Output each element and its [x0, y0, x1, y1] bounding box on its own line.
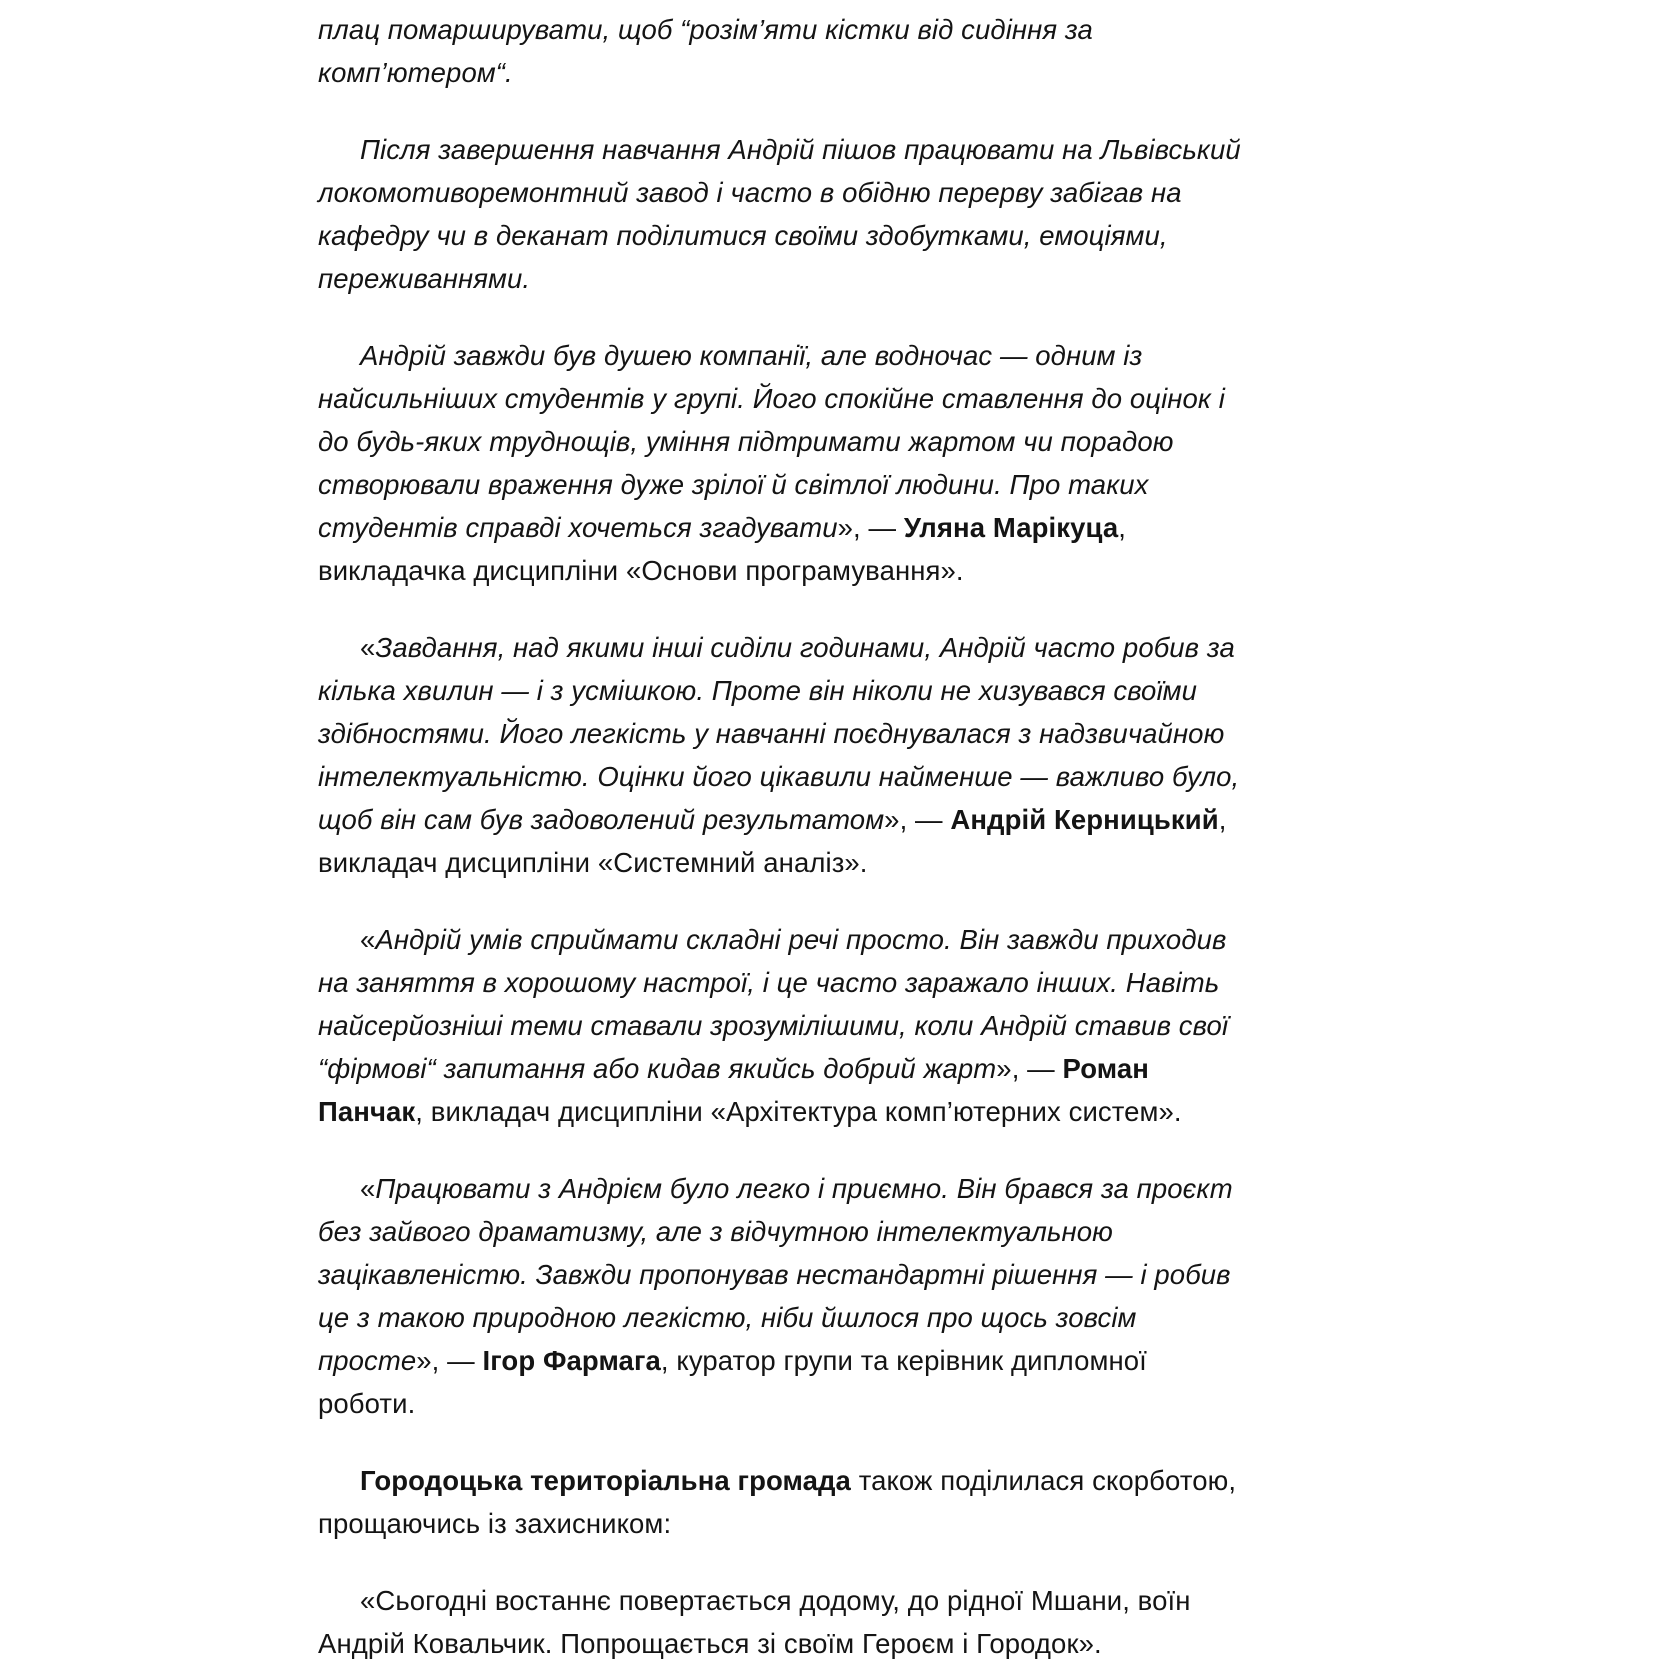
p-quote-kernytskyi — [318, 626, 1244, 884]
p-quote-panchak-run-3: Роман Панчак — [318, 1053, 1149, 1127]
p-quote-marikutsa-run-2: Уляна Марікуца — [903, 512, 1119, 543]
p-community-run-0: Городоцька територіальна громада — [360, 1465, 851, 1496]
p-quote-farmaha-run-2: », — — [416, 1345, 483, 1376]
p-quote-farmaha — [318, 1167, 1244, 1425]
p-quote-panchak-run-2: », — — [996, 1053, 1063, 1084]
p-quote-panchak-run-1: Андрій умів сприймати складні речі просто. Він завжди приходив на заняття в хорошому настрої, і це часто заражало інших. Навіть найсерйозніші теми ставали зрозумілішими, коли Андрій ставив свої “фірмові“ запитання або кидав якийсь добрий жарт — [318, 924, 1229, 1084]
p-quote-panchak-run-0: « — [360, 924, 376, 955]
p-quote-farmaha-run-1: Працювати з Андрієм було легко і приємно. Він брався за проєкт без зайвого драматизму, але з відчутною інтелектуальною зацікавленістю. Завжди пропонував нестандартні рішення — і робив це з такою природною легкістю, ніби йшлося про щось зовсім просте — [318, 1173, 1233, 1376]
p-final-quote — [318, 1579, 1244, 1665]
p-quote-panchak — [318, 918, 1244, 1133]
p-final-quote-run-0: «Сьогодні востаннє повертається додому, до рідної Мшани, воїн Андрій Ковальчик. Попрощається зі своїм Героєм і Городок». — [318, 1585, 1191, 1659]
p-quote-farmaha-run-0: « — [360, 1173, 376, 1204]
p-community-run-1: також поділилася скорботою, прощаючись із захисником: — [318, 1465, 1237, 1539]
p-quote-marikutsa-run-0: Андрій завжди був душею компанії, але водночас — одним із найсильніших студентів у групі. Його спокійне ставлення до оцінок і до будь-яких труднощів, уміння підтримати жартом чи порадою створювали враження дуже зрілої й світлої людини. Про таких студентів справді хочеться згадувати — [318, 340, 1225, 543]
p-quote-farmaha-run-3: Ігор Фармага — [482, 1345, 661, 1376]
p-quote-marikutsa-run-3: , викладачка дисципліни «Основи програмування». — [318, 512, 1126, 586]
p-quote-marikutsa — [318, 334, 1244, 592]
p-quote-panchak-run-4: , викладач дисципліни «Архітектура комп’ютерних систем». — [415, 1096, 1182, 1127]
p-march — [318, 8, 1244, 94]
p-march-run-0: плац помарширувати, щоб “розім’яти кістки від сидіння за комп’ютером“. — [318, 14, 1093, 88]
p-quote-kernytskyi-run-3: Андрій Керницький — [950, 804, 1219, 835]
p-quote-kernytskyi-run-2: », — — [884, 804, 951, 835]
p-after-study — [318, 128, 1244, 300]
p-quote-marikutsa-run-1: », — — [837, 512, 904, 543]
p-community — [318, 1459, 1244, 1545]
p-quote-kernytskyi-run-1: Завдання, над якими інші сиділи годинами, Андрій часто робив за кілька хвилин — і з усмішкою. Проте він ніколи не хизувався своїми здібностями. Його легкість у навчанні поєднувалася з надзвичайною інтелектуальністю. Оцінки його цікавили найменше — важливо було, щоб він сам був задоволений результатом — [318, 632, 1240, 835]
p-after-study-run-0: Після завершення навчання Андрій пішов працювати на Львівський локомотиворемонтний завод і часто в обідню перерву забігав на кафедру чи в деканат поділитися своїми здобутками, емоціями, переживаннями. — [318, 134, 1241, 294]
paragraph-container — [318, 8, 1244, 1665]
p-quote-farmaha-run-4: , куратор групи та керівник дипломної роботи. — [318, 1345, 1147, 1419]
p-quote-kernytskyi-run-4: , викладач дисципліни «Системний аналіз». — [318, 804, 1227, 878]
p-quote-kernytskyi-run-0: « — [360, 632, 376, 663]
